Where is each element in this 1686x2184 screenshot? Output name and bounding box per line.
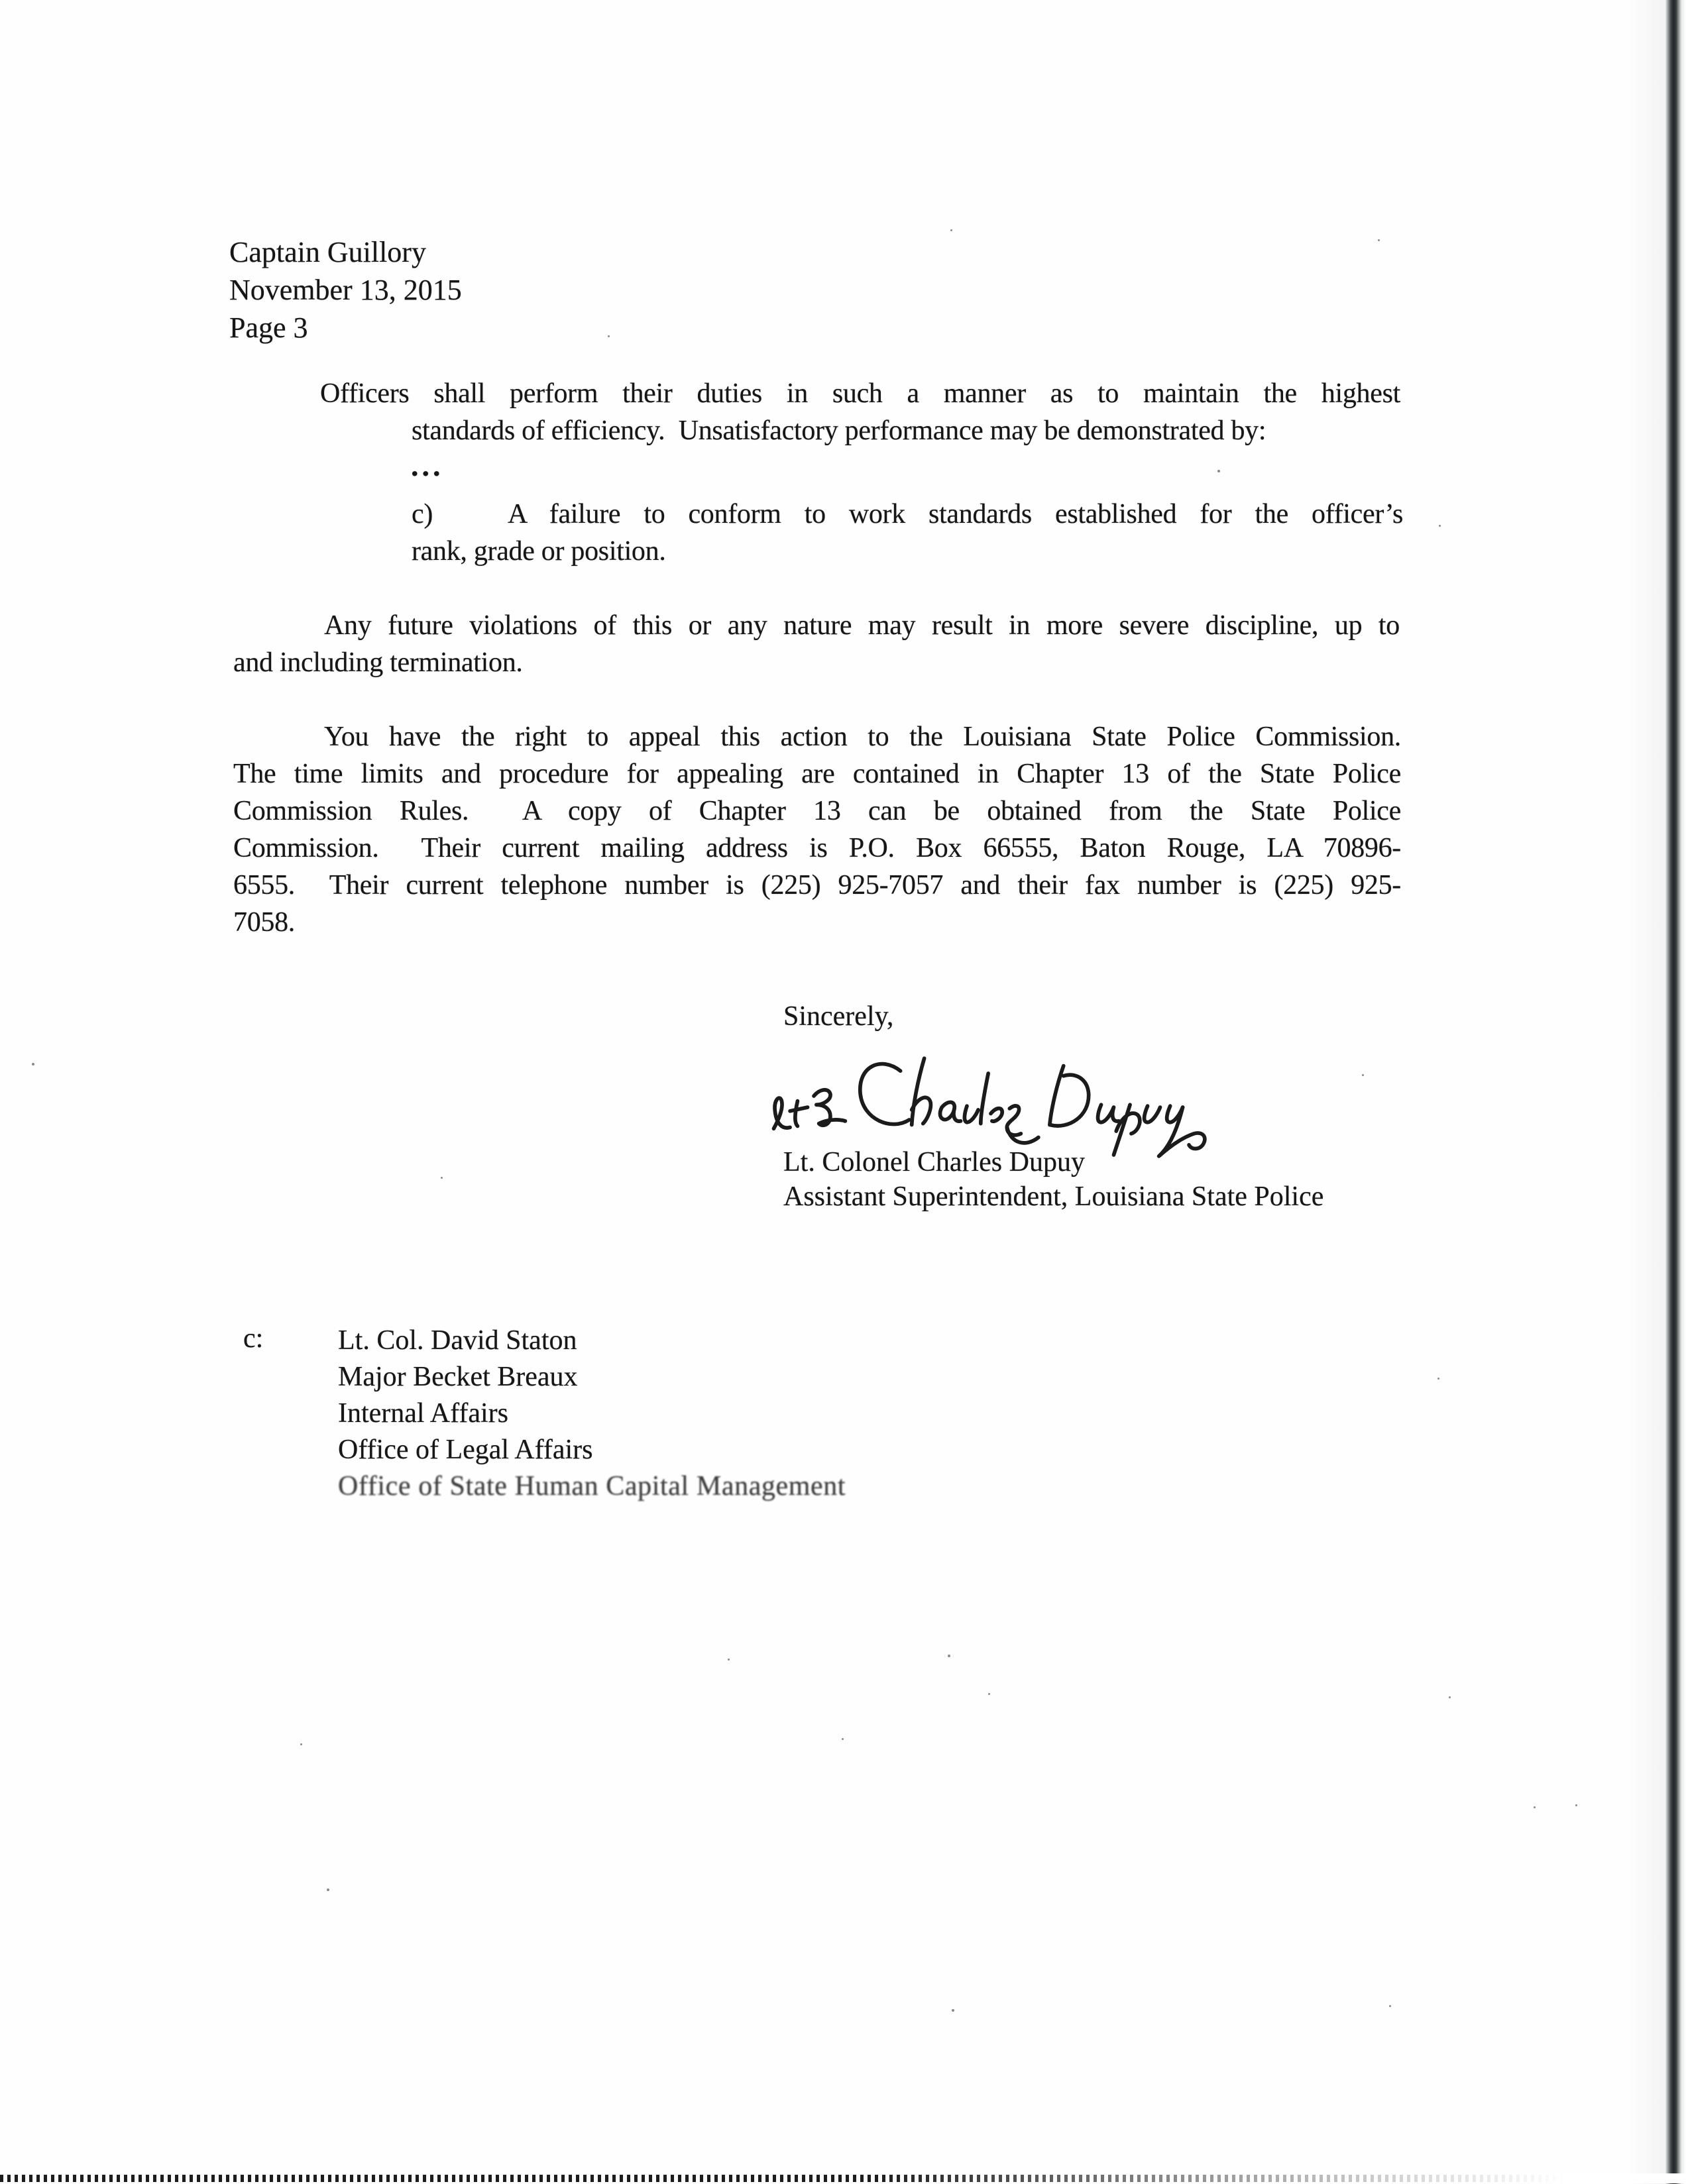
closing-salutation: Sincerely, (783, 1001, 894, 1032)
scan-noise-dot (1437, 1378, 1439, 1380)
scan-noise-dot (988, 1693, 990, 1695)
policy-item-label: c) (412, 499, 433, 529)
scan-noise-dot (950, 229, 952, 231)
scan-noise-dot (1217, 470, 1220, 472)
scan-noise-dot (1534, 1806, 1536, 1808)
cc-item: Internal Affairs (338, 1398, 508, 1429)
policy-item-c (412, 496, 1403, 570)
cc-item: Lt. Col. David Staton (338, 1325, 577, 1356)
body-paragraph-appeal: You have the right to appeal this action to the Louisiana State Police Commission. The time limits and procedure for appealing are contained in Chapter 13 of the State Police Commission Rules. A copy of Chapter 13 can be obtained from the State Police Commission. Their current mailing address is P.O. Box 66555, Baton Rouge, LA 70896- 6555. Their current telephone number is (225) 925-7057 and their fax number is (225) 925- 7058. (233, 722, 1401, 938)
scan-noise-dot (948, 1655, 950, 1657)
scan-noise-dot (1362, 1074, 1364, 1076)
cc-label: c: (243, 1323, 264, 1354)
signatory-name: Lt. Colonel Charles Dupuy (783, 1147, 1085, 1177)
cc-item: Office of State Human Capital Management (338, 1471, 846, 1502)
scan-noise-dot (1389, 2005, 1391, 2007)
body-paragraph-discipline: Any future violations of this or any nature may result in more severe discipline, up to and including termination. (233, 610, 1400, 678)
scan-noise-dot (1575, 1804, 1577, 1806)
scan-noise-dot (608, 335, 610, 337)
page-number-line: Page 3 (229, 311, 308, 344)
recipient-line: Captain Guillory (229, 236, 426, 268)
date-line: November 13, 2015 (229, 274, 462, 306)
cc-item: Office of Legal Affairs (338, 1435, 593, 1465)
scan-noise-dot (1449, 1696, 1451, 1698)
policy-item-text: A failure to conform to work standards established for the officer’s rank, grade or position. (412, 499, 1403, 567)
scan-noise-dot (728, 1659, 730, 1661)
scan-noise-dot (327, 1888, 329, 1891)
scan-noise-dot (300, 1743, 302, 1745)
scan-noise-dot (842, 1738, 844, 1740)
quoted-policy-paragraph: Officers shall perform their duties in such a manner as to maintain the highest standards of efficiency. Unsatisfactory performance may be demonstrated by: (320, 378, 1400, 446)
cc-item: Major Becket Breaux (338, 1362, 578, 1392)
cc-list (338, 1323, 846, 1505)
scan-noise-dot (441, 1177, 443, 1179)
scan-noise-dot (1378, 239, 1380, 241)
scan-noise-dot (1439, 525, 1441, 527)
scan-bottom-dotted-fade (0, 2173, 1686, 2183)
letter-header (229, 233, 462, 347)
signatory-block (783, 1145, 1323, 1214)
ellipsis: ... (411, 449, 444, 482)
signatory-title: Assistant Superintendent, Louisiana State Police (783, 1181, 1324, 1212)
scan-noise-dot (32, 1063, 34, 1065)
scan-edge-haze (1627, 0, 1665, 2184)
scan-edge-bar (1665, 0, 1685, 2184)
scan-noise-dot (952, 2009, 954, 2012)
